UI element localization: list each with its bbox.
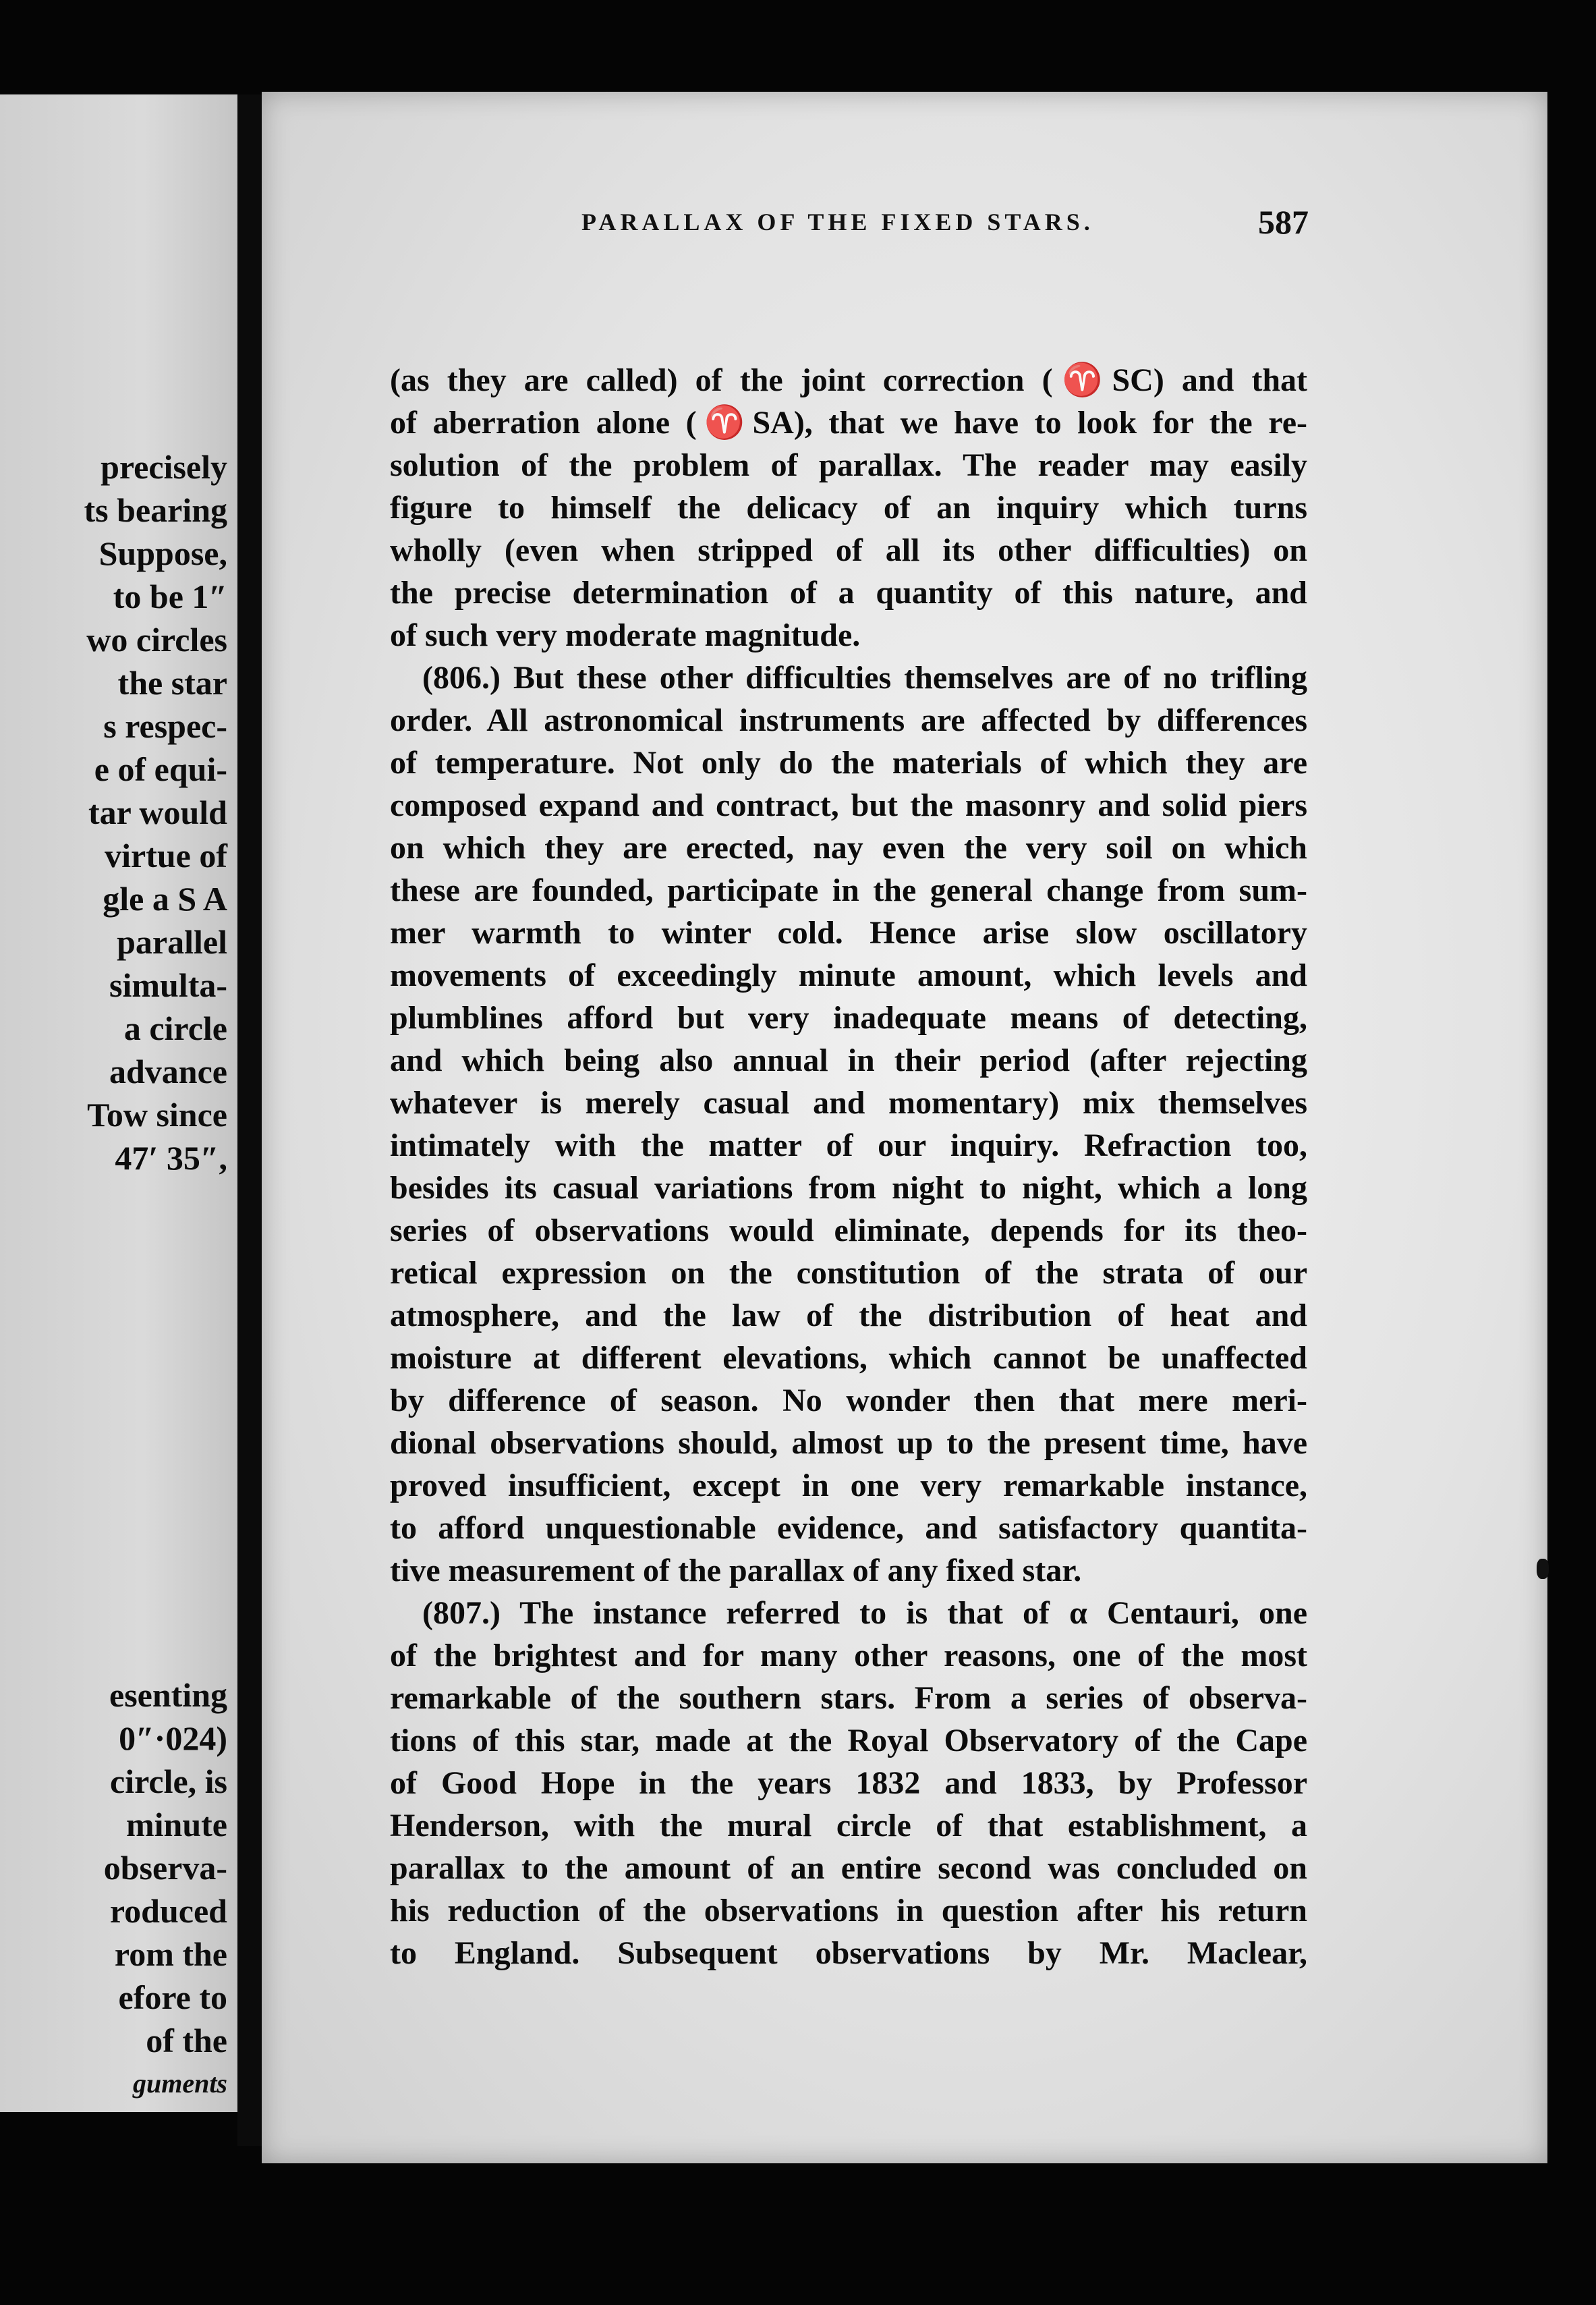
text-line: atmosphere, and the law of the distribution of heat and	[390, 1298, 1307, 1333]
page-header	[317, 202, 1309, 250]
text-line: and which being also annual in their period (after rejecting	[390, 1043, 1307, 1078]
text-line: tions of this star, made at the Royal Observatory of the Cape	[390, 1723, 1307, 1758]
text-line: these are founded, participate in the general change from sum-	[390, 872, 1307, 908]
left-line: of the	[146, 2022, 227, 2059]
text-line: mer warmth to winter cold. Hence arise slow oscillatory	[390, 915, 1307, 951]
left-line: rom the	[114, 1935, 227, 1973]
left-line: guments	[132, 2068, 227, 2099]
text-line: to England. Subsequent observations by Mr. Maclear,	[390, 1935, 1307, 1971]
left-line: simulta-	[109, 966, 227, 1004]
text-line: moisture at different elevations, which cannot be unaffected	[390, 1340, 1307, 1376]
text-line: series of observations would eliminate, depends for its theo-	[390, 1213, 1307, 1248]
left-line: the star	[117, 664, 227, 702]
page-body-text	[390, 359, 1307, 1974]
text-line: (as they are called) of the joint correction (♈SC) and that	[390, 362, 1307, 398]
paragraph-807-start: (807.) The instance referred to is that of α Centauri, one	[422, 1595, 1307, 1631]
text-line: Henderson, with the mural circle of that establishment, a	[390, 1808, 1307, 1843]
left-line: 47′ 35″,	[115, 1139, 227, 1177]
scan-artifact	[1537, 1559, 1549, 1579]
paragraph-806-start: (806.) But these other difficulties themselves are of no trifling	[422, 660, 1307, 696]
text-line: on which they are erected, nay even the very soil on which	[390, 830, 1307, 866]
text-line: intimately with the matter of our inquiry. Refraction too,	[390, 1128, 1307, 1163]
text-line: wholly (even when stripped of all its other difficulties) on	[390, 532, 1307, 568]
text-line: composed expand and contract, but the masonry and solid piers	[390, 787, 1307, 823]
text-line: whatever is merely casual and momentary) mix themselves	[390, 1085, 1307, 1121]
left-line: Tow since	[87, 1096, 227, 1134]
text-line: solution of the problem of parallax. The reader may easily	[390, 447, 1307, 483]
text-line: dional observations should, almost up to the present time, have	[390, 1425, 1307, 1461]
left-line: a circle	[123, 1009, 227, 1047]
text-line: of Good Hope in the years 1832 and 1833, by Professor	[390, 1765, 1307, 1801]
left-line: Suppose,	[98, 534, 227, 572]
text-line: proved insufficient, except in one very remarkable instance,	[390, 1468, 1307, 1503]
left-line: efore to	[118, 1978, 227, 2016]
left-line: to be 1″	[113, 578, 227, 615]
left-line: ts bearing	[84, 491, 227, 529]
left-line: parallel	[117, 923, 227, 961]
left-line: advance	[109, 1053, 227, 1090]
left-page-fragment	[0, 94, 239, 2112]
left-line: 0″·024)	[119, 1719, 227, 1757]
text-line: retical expression on the constitution of the strata of our	[390, 1255, 1307, 1291]
left-line: s respec-	[103, 707, 227, 745]
left-line: minute	[126, 1806, 227, 1843]
text-line: plumblines afford but very inadequate means of detecting,	[390, 1000, 1307, 1036]
text-line: by difference of season. No wonder then that mere meri-	[390, 1383, 1307, 1418]
text-line: besides its casual variations from night to night, which a long	[390, 1170, 1307, 1206]
left-line: precisely	[101, 448, 227, 486]
running-title: PARALLAX OF THE FIXED STARS.	[581, 209, 1094, 235]
left-line: roduced	[109, 1892, 227, 1930]
left-line: wo circles	[86, 621, 227, 659]
left-line: observa-	[103, 1849, 227, 1887]
text-line: parallax to the amount of an entire second was concluded on	[390, 1850, 1307, 1886]
page-number: 587	[1258, 203, 1309, 241]
text-line: the precise determination of a quantity of this nature, and	[390, 575, 1307, 611]
text-line: to afford unquestionable evidence, and satisfactory quantita-	[390, 1510, 1307, 1546]
left-line: circle, is	[110, 1762, 227, 1800]
left-line: e of equi-	[94, 750, 227, 788]
text-line: movements of exceedingly minute amount, which levels and	[390, 957, 1307, 993]
text-line: of temperature. Not only do the materials of which they are	[390, 745, 1307, 781]
left-page-upper-text	[84, 445, 228, 1179]
text-line: remarkable of the southern stars. From a series of observa-	[390, 1680, 1307, 1716]
left-line: gle a S A	[103, 880, 227, 918]
left-line: tar would	[88, 794, 227, 831]
text-line: of aberration alone (♈SA), that we have to look for the re-	[390, 405, 1307, 441]
text-line: order. All astronomical instruments are affected by differences	[390, 702, 1307, 738]
text-line: of such very moderate magnitude.	[390, 617, 861, 653]
text-line: of the brightest and for many other reasons, one of the most	[390, 1638, 1307, 1673]
text-line: his reduction of the observations in question after his return	[390, 1893, 1307, 1928]
text-line: figure to himself the delicacy of an inquiry which turns	[390, 490, 1307, 526]
left-line: virtue of	[105, 837, 227, 874]
left-page-lower-text	[104, 1673, 227, 2105]
text-line: tive measurement of the parallax of any fixed star.	[390, 1553, 1082, 1588]
left-line: esenting	[109, 1676, 227, 1714]
